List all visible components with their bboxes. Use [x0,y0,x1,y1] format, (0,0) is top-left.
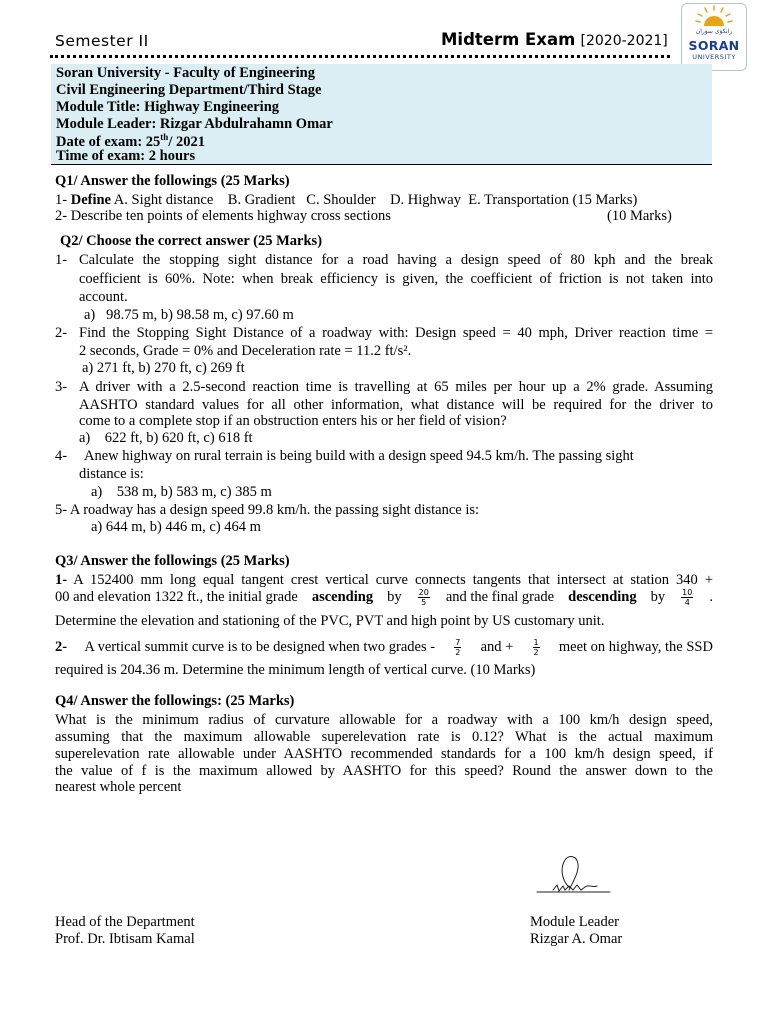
date-prefix: Date of exam: 25 [56,133,161,150]
q2-p4-line-2: distance is: [79,466,144,482]
frac1-den: 5 [421,598,427,607]
q3-p2-line-1-c: meet on highway, the SSD [558,639,713,655]
q1-item-2-marks: (10 Marks) [607,208,672,224]
q2-p1-line-3: account. [79,289,128,305]
university-line: Soran University - Faculty of Engineering [56,65,315,81]
semester-label: Semester II [55,32,149,50]
q2-p3-answers: a) 622 ft, b) 620 ft, c) 618 ft [79,430,253,446]
q4-line-1: What is the minimum radius of curvature allowable for a roadway with a 100 km/h design speed, [55,712,713,728]
q2-p5-line-1: 5- A roadway has a design speed 99.8 km/h. the passing sight distance is: [55,502,480,518]
q3-p2-line-1 [55,638,713,657]
university-logo [681,3,747,71]
date-suffix: / 2021 [168,133,205,150]
fraction-10-4 [681,588,693,607]
q4-title: Q4/ Answer the followings: (25 Marks) [55,693,295,709]
q3-p2-line-1-b: and + [480,639,514,655]
dotted-separator [50,55,670,58]
q3-descending: descending [568,589,637,605]
logo-name: SORAN [688,38,740,53]
exam-title-text: Midterm Exam [441,30,576,49]
q2-p2-line-1: Find the Stopping Sight Distance of a roadway with: Design speed = 40 mph, Driver reaction time = [79,325,713,341]
q2-p3-line-3: come to a complete stop if an obstruction enters his or her field of vision? [79,413,507,429]
q3-p1-line-2-b: by [387,589,402,605]
q2-title: Q2/ Choose the correct answer (25 Marks) [60,233,323,249]
q2-p1-line-1: Calculate the stopping sight distance for a road having a design speed of 80 kph and the break [79,252,713,268]
q2-p2-answers: a) 271 ft, b) 270 ft, c) 269 ft [82,360,245,376]
q3-p1-num: 1- [55,572,68,588]
q4-line-5: nearest whole percent [55,779,182,795]
q2-p1-num: 1- [55,252,68,268]
exam-info-box [51,64,712,165]
date-sup: th [160,132,169,142]
q2-p3-line-2: AASHTO standard values for all other information, what distance will be required for the driver to [79,397,713,413]
leader-title: Module Leader [530,914,619,930]
leader-line: Module Leader: Rizgar Abdulrahamn Omar [56,116,333,132]
q3-p1-line-2-c: and the final grade [445,589,555,605]
department-line: Civil Engineering Department/Third Stage [56,82,322,98]
q3-p2-line-1-a: A vertical summit curve is to be designed when two grades - [84,639,436,655]
q3-title: Q3/ Answer the followings (25 Marks) [55,553,290,569]
q2-p4-num: 4- [55,448,68,464]
fraction-7-2 [454,638,461,657]
frac4-den: 2 [533,648,539,657]
q1-item-1 [55,192,637,209]
q4-line-3: superelevation rate allowable under AASHTO recommended standards for a 100 km/h design speed, if [55,746,713,762]
frac3-num: 7 [455,638,461,647]
q1-item-1-text: A. Sight distance B. Gradient C. Shoulder D. Highway E. Transportation (15 Marks) [110,192,638,208]
frac3-den: 2 [455,648,461,657]
q2-p2-num: 2- [55,325,68,341]
q3-p1-line-2-e: . [709,589,713,605]
q2-p2-line-2: 2 seconds, Grade = 0% and Deceleration rate = 11.2 ft/s². [79,343,412,359]
q3-p1-line-1-text: A 152400 mm long equal tangent crest vertical curve connects tangents that intersect at station 340 + [67,572,713,588]
logo-subtitle: UNIVERSITY [692,53,736,61]
q3-p1-line-2 [55,588,713,607]
q3-p1-line-3: Determine the elevation and stationing of the PVC, PVT and high point by US customary unit. [55,613,605,629]
frac4-num: 1 [533,638,539,647]
q3-p1-line-2-d: by [650,589,666,605]
q1-title: Q1/ Answer the followings (25 Marks) [55,173,290,189]
time-line: Time of exam: 2 hours [56,148,196,164]
handwritten-signature [525,852,615,902]
leader-name: Rizgar A. Omar [530,931,623,947]
q1-define: Define [70,192,111,208]
q2-p3-line-1: A driver with a 2.5-second reaction time is travelling at 65 miles per hour up a 2% grade. Assuming [79,379,713,395]
frac2-num: 10 [682,588,693,597]
frac1-num: 20 [418,588,429,597]
q2-p1-answers: a) 98.75 m, b) 98.58 m, c) 97.60 m [84,307,294,323]
head-name: Prof. Dr. Ibtisam Kamal [55,931,195,947]
exam-year: [2020-2021] [580,33,668,49]
sun-emblem-icon [682,4,746,30]
q2-p5-answers: a) 644 m, b) 446 m, c) 464 m [91,519,261,535]
frac2-den: 4 [684,598,690,607]
q3-p1-line-1 [55,572,713,589]
exam-title [441,30,668,49]
q2-p4-answers: a) 538 m, b) 583 m, c) 385 m [91,484,272,500]
fraction-20-5 [418,588,430,607]
q3-p2-line-2: required is 204.36 m. Determine the minimum length of vertical curve. (10 Marks) [55,662,536,678]
q1-item-2: 2- Describe ten points of elements highway cross sections [55,208,391,224]
q3-ascending: ascending [311,589,374,605]
head-title: Head of the Department [55,914,195,930]
q3-p1-line-2-a: 00 and elevation 1322 ft., the initial grade [55,589,298,605]
q2-p1-line-2: coefficient is 60%. Note: when break efficiency is given, the coefficient of friction is not taken into [79,271,713,287]
q4-line-2: assuming that the maximum allowable superelevation rate is 0.12? What is the actual maximum [55,729,713,745]
fraction-1-2 [533,638,540,657]
module-line: Module Title: Highway Engineering [56,99,280,115]
q4-line-4: the value of f is the maximum allowed by AASHTO for this speed? Round the answer down to the [55,763,713,779]
q1-item-1-num: 1- [55,192,71,208]
q2-p4-line-1: Anew highway on rural terrain is being build with a design speed 94.5 km/h. The passing sight [84,448,634,464]
logo-arabic-text: زانكۆی سۆران [695,28,733,35]
q3-p2-num: 2- [55,639,68,655]
q2-p3-num: 3- [55,379,68,395]
